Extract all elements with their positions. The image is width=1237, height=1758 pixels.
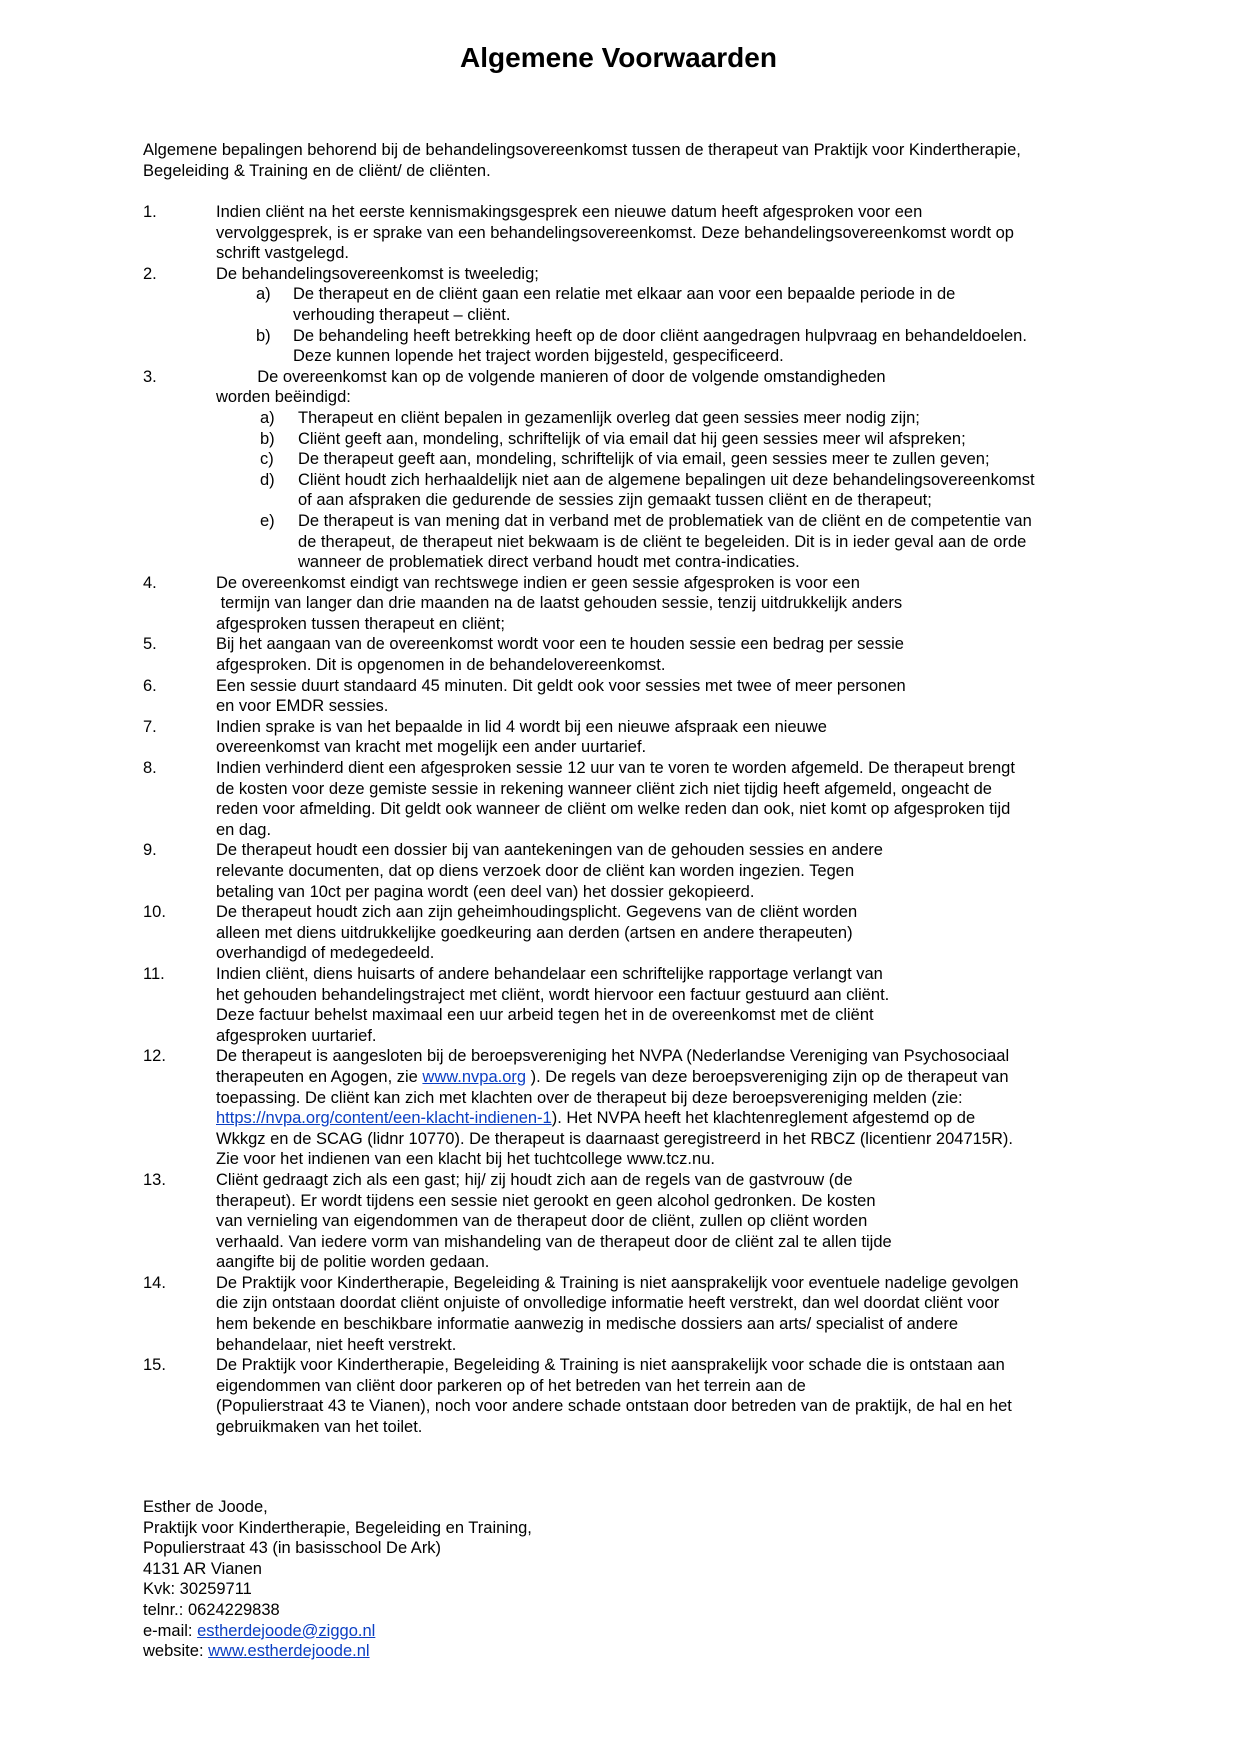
term-line: De Praktijk voor Kindertherapie, Begeleiding & Training is niet aansprakelijk voor schade die is ontstaan aan: [216, 1356, 1005, 1375]
signature-block: [143, 1497, 532, 1662]
term-line: die zijn ontstaan doordat cliënt onjuiste of onvolledige informatie heeft verstrekt, dan wel doordat cliënt voor: [216, 1294, 1000, 1313]
term-line: aangifte bij de politie worden gedaan.: [216, 1253, 490, 1272]
term-line: De Praktijk voor Kindertherapie, Begeleiding & Training is niet aansprakelijk voor eventuele nadelige gevolgen: [216, 1273, 1019, 1292]
signature-kvk: Kvk: 30259711: [143, 1580, 252, 1599]
term-number: 10.: [143, 903, 166, 922]
term-item: [143, 1273, 1103, 1355]
signature-org: Praktijk voor Kindertherapie, Begeleiding en Training,: [143, 1518, 532, 1537]
term-line: de kosten voor deze gemiste sessie in rekening wanneer cliënt zich niet tijdig heeft afgemeld, ongeacht de: [216, 779, 992, 798]
signature-website-line: [143, 1641, 532, 1662]
sub-item-line: Deze kunnen lopende het traject worden bijgesteld, gespecificeerd.: [293, 347, 784, 366]
sub-item-line: Cliënt houdt zich herhaaldelijk niet aan de algemene bepalingen uit deze behandelingsovereenkomst: [298, 470, 1035, 489]
sub-item-label: c): [260, 450, 274, 469]
sub-item-label: b): [260, 429, 275, 448]
term-line: [216, 1108, 1103, 1129]
term-number: 11.: [143, 964, 165, 983]
intro-paragraph: [143, 140, 1103, 181]
sub-item: [143, 511, 1103, 573]
term-line: Indien cliënt na het eerste kennismakingsgesprek een nieuwe datum heeft afgesproken voor een: [216, 203, 923, 221]
sub-item: [143, 429, 1103, 450]
term-line: eigendommen van cliënt door parkeren op of het betreden van het terrein aan de: [216, 1376, 806, 1395]
sub-item-line: Therapeut en cliënt bepalen in gezamenlijk overleg dat geen sessies meer nodig zijn;: [298, 408, 920, 427]
term-line: Deze factuur behelst maximaal een uur arbeid tegen het in de overeenkomst met de cliënt: [216, 1006, 874, 1025]
term-item: [143, 1046, 1103, 1170]
complaint-link[interactable]: https://nvpa.org/content/een-klacht-indienen-1: [216, 1109, 552, 1128]
term-number: 4.: [143, 573, 157, 592]
sub-item: [143, 408, 1103, 429]
term-text: ). Het NVPA heeft het klachtenreglement afgestemd op de: [551, 1109, 976, 1128]
signature-city: 4131 AR Vianen: [143, 1559, 262, 1578]
term-line: reden voor afmelding. Dit geldt ook wanneer de cliënt om welke reden dan ook, niet komt op afgesproken tijd: [216, 800, 1011, 819]
term-line: van vernieling van eigendommen van de therapeut door de cliënt, zullen op cliënt worden: [216, 1212, 868, 1231]
term-line: Indien verhinderd dient een afgesproken sessie 12 uur van te voren te worden afgemeld. De therapeut brengt: [216, 759, 1015, 778]
term-line: en dag.: [216, 820, 272, 839]
term-line: therapeut). Er wordt tijdens een sessie niet gerookt en geen alcohol gedronken. De kosten: [216, 1191, 876, 1210]
term-line: De overeenkomst kan op de volgende manieren of door de volgende omstandigheden: [216, 367, 886, 386]
term-line: betaling van 10ct per pagina wordt (een deel van) het dossier gekopieerd.: [216, 882, 755, 901]
term-line: verhaald. Van iedere vorm van mishandeling van de therapeut door de cliënt zal te allen tijde: [216, 1232, 892, 1251]
term-item: [143, 902, 1103, 964]
term-number: 13.: [143, 1170, 166, 1189]
sub-item-line: De behandeling heeft betrekking heeft op de door cliënt aangedragen hulpvraag en behandeldoelen.: [293, 326, 1027, 345]
email-label: e-mail:: [143, 1621, 198, 1640]
sub-item: [143, 326, 1103, 367]
term-item: [143, 634, 1103, 675]
sub-item-line: de therapeut, de therapeut niet bekwaam is de cliënt te begeleiden. Dit is in ieder geval aan de orde: [298, 532, 1027, 551]
term-item: [143, 202, 1103, 264]
term-line: en voor EMDR sessies.: [216, 697, 389, 716]
terms-list: [143, 202, 1103, 1438]
sub-item: [143, 284, 1103, 325]
term-line: afgesproken tussen therapeut en cliënt;: [216, 614, 505, 633]
signature-email-line: [143, 1621, 532, 1642]
signature-street: Populierstraat 43 (in basisschool De Ark): [143, 1539, 442, 1558]
term-number: 7.: [143, 717, 157, 736]
signature-phone: telnr.: 0624229838: [143, 1600, 280, 1619]
term-line: De therapeut houdt een dossier bij van aantekeningen van de gehouden sessies en andere: [216, 841, 883, 860]
sub-item-line: wanneer de problematiek direct verband houdt met contra-indicaties.: [298, 553, 800, 572]
term-item: [143, 1170, 1103, 1273]
sub-item-line: De therapeut en de cliënt gaan een relatie met elkaar aan voor een bepaalde periode in de: [293, 285, 956, 304]
term-item: [143, 964, 1103, 1046]
nvpa-link[interactable]: www.nvpa.org: [422, 1067, 527, 1086]
term-line: Bij het aangaan van de overeenkomst wordt voor een te houden sessie een bedrag per sessie: [216, 635, 904, 654]
term-number: 2.: [143, 264, 157, 283]
term-line: hem bekende en beschikbare informatie aanwezig in medische dossiers aan arts/ specialist of andere: [216, 1315, 959, 1334]
sub-item-label: b): [256, 326, 271, 345]
term-line: alleen met diens uitdrukkelijke goedkeuring aan derden (artsen en andere therapeuten): [216, 923, 853, 942]
term-text: therapeuten en Agogen, zie: [216, 1067, 423, 1086]
term-line: het gehouden behandelingstraject met cliënt, wordt hiervoor een factuur gestuurd aan cliënt.: [216, 985, 890, 1004]
term-item: [143, 264, 1103, 285]
sub-item: [143, 470, 1103, 511]
intro-line: Begeleiding & Training en de cliënt/ de cliënten.: [143, 161, 491, 180]
term-line: afgesproken. Dit is opgenomen in de behandelovereenkomst.: [216, 656, 666, 675]
term-line: Zie voor het indienen van een klacht bij het tuchtcollege www.tcz.nu.: [216, 1150, 715, 1169]
term-line: Indien cliënt, diens huisarts of andere behandelaar een schriftelijke rapportage verlangt van: [216, 964, 883, 983]
term-number: 6.: [143, 676, 157, 695]
term-line: overeenkomst van kracht met mogelijk een ander uurtarief.: [216, 738, 647, 757]
term-line: Een sessie duurt standaard 45 minuten. Dit geldt ook voor sessies met twee of meer personen: [216, 676, 906, 695]
term-item: [143, 840, 1103, 902]
sub-item-line: verhouding therapeut – cliënt.: [293, 305, 511, 324]
term-line: behandelaar, niet heeft verstrekt.: [216, 1335, 457, 1354]
term-line: De behandelingsovereenkomst is tweeledig;: [216, 264, 539, 283]
sub-item: [143, 449, 1103, 470]
email-link[interactable]: estherdejoode@ziggo.nl: [197, 1621, 376, 1640]
term-text: ). De regels van deze beroepsvereniging zijn op de therapeut van: [526, 1067, 1009, 1086]
term-number: 1.: [143, 203, 157, 221]
signature-name: Esther de Joode,: [143, 1498, 268, 1516]
term-line: vervolggesprek, is er sprake van een behandelingsovereenkomst. Deze behandelingsovereenkomst wordt op: [216, 223, 1014, 242]
term-item: [143, 758, 1103, 840]
sub-item-label: a): [260, 408, 275, 427]
sub-item-label: d): [260, 470, 275, 489]
term-line: gebruikmaken van het toilet.: [216, 1418, 423, 1437]
term-item: [143, 367, 1103, 408]
term-line: overhandigd of medegedeeld.: [216, 944, 435, 963]
term-line: afgesproken uurtarief.: [216, 1026, 377, 1045]
page-title: Algemene Voorwaarden: [460, 42, 777, 73]
website-label: website:: [143, 1642, 209, 1661]
term-line: De overeenkomst eindigt van rechtswege indien er geen sessie afgesproken is voor een: [216, 573, 860, 592]
intro-line: Algemene bepalingen behorend bij de behandelingsovereenkomst tussen de therapeut van Praktijk voor Kindertherapie,: [143, 141, 1021, 159]
term-item: [143, 717, 1103, 758]
term-line: Wkkgz en de SCAG (lidnr 10770). De therapeut is daarnaast geregistreerd in het RBCZ (licentienr 204715R).: [216, 1129, 1013, 1148]
term-item: [143, 573, 1103, 635]
term-line: schrift vastgelegd.: [216, 244, 349, 263]
term-line: Cliënt gedraagt zich als een gast; hij/ zij houdt zich aan de regels van de gastvrouw (de: [216, 1170, 853, 1189]
sub-item-label: a): [256, 285, 271, 304]
term-line: relevante documenten, dat op diens verzoek door de cliënt kan worden ingezien. Tegen: [216, 862, 855, 880]
website-link[interactable]: www.estherdejoode.nl: [208, 1642, 370, 1661]
sub-item-line: of aan afspraken die gedurende de sessies zijn gemaakt tussen cliënt en de therapeut;: [298, 491, 932, 510]
term-item: [143, 676, 1103, 717]
term-line: worden beëindigd:: [216, 388, 351, 407]
term-line: De therapeut is aangesloten bij de beroepsvereniging het NVPA (Nederlandse Vereniging van Psychosociaal: [216, 1047, 1010, 1066]
term-number: 3.: [143, 367, 157, 386]
term-line: toepassing. De cliënt kan zich met klachten over de therapeut bij deze beroepsvereniging melden (zie:: [216, 1088, 963, 1107]
sub-item-line: De therapeut is van mening dat in verband met de problematiek van de cliënt en de competentie van: [298, 511, 1032, 530]
term-line: [216, 1067, 1103, 1088]
sub-item-label: e): [260, 511, 275, 530]
term-line: De therapeut houdt zich aan zijn geheimhoudingsplicht. Gegevens van de cliënt worden: [216, 903, 858, 922]
term-number: 12.: [143, 1047, 166, 1066]
term-number: 5.: [143, 635, 157, 654]
sub-item-line: Cliënt geeft aan, mondeling, schriftelijk of via email dat hij geen sessies meer wil afspreken;: [298, 429, 966, 448]
term-line: Indien sprake is van het bepaalde in lid 4 wordt bij een nieuwe afspraak een nieuwe: [216, 717, 827, 736]
term-item: [143, 1355, 1103, 1437]
term-number: 14.: [143, 1273, 166, 1292]
term-number: 8.: [143, 759, 157, 778]
term-line: termijn van langer dan drie maanden na de laatst gehouden sessie, tenzij uitdrukkelijk anders: [216, 594, 903, 613]
term-number: 9.: [143, 841, 157, 860]
term-number: 15.: [143, 1356, 166, 1375]
sub-item-line: De therapeut geeft aan, mondeling, schriftelijk of via email, geen sessies meer te zullen geven;: [298, 450, 990, 469]
term-line: (Populierstraat 43 te Vianen), noch voor andere schade ontstaan door betreden van de praktijk, de hal en het: [216, 1397, 1012, 1416]
